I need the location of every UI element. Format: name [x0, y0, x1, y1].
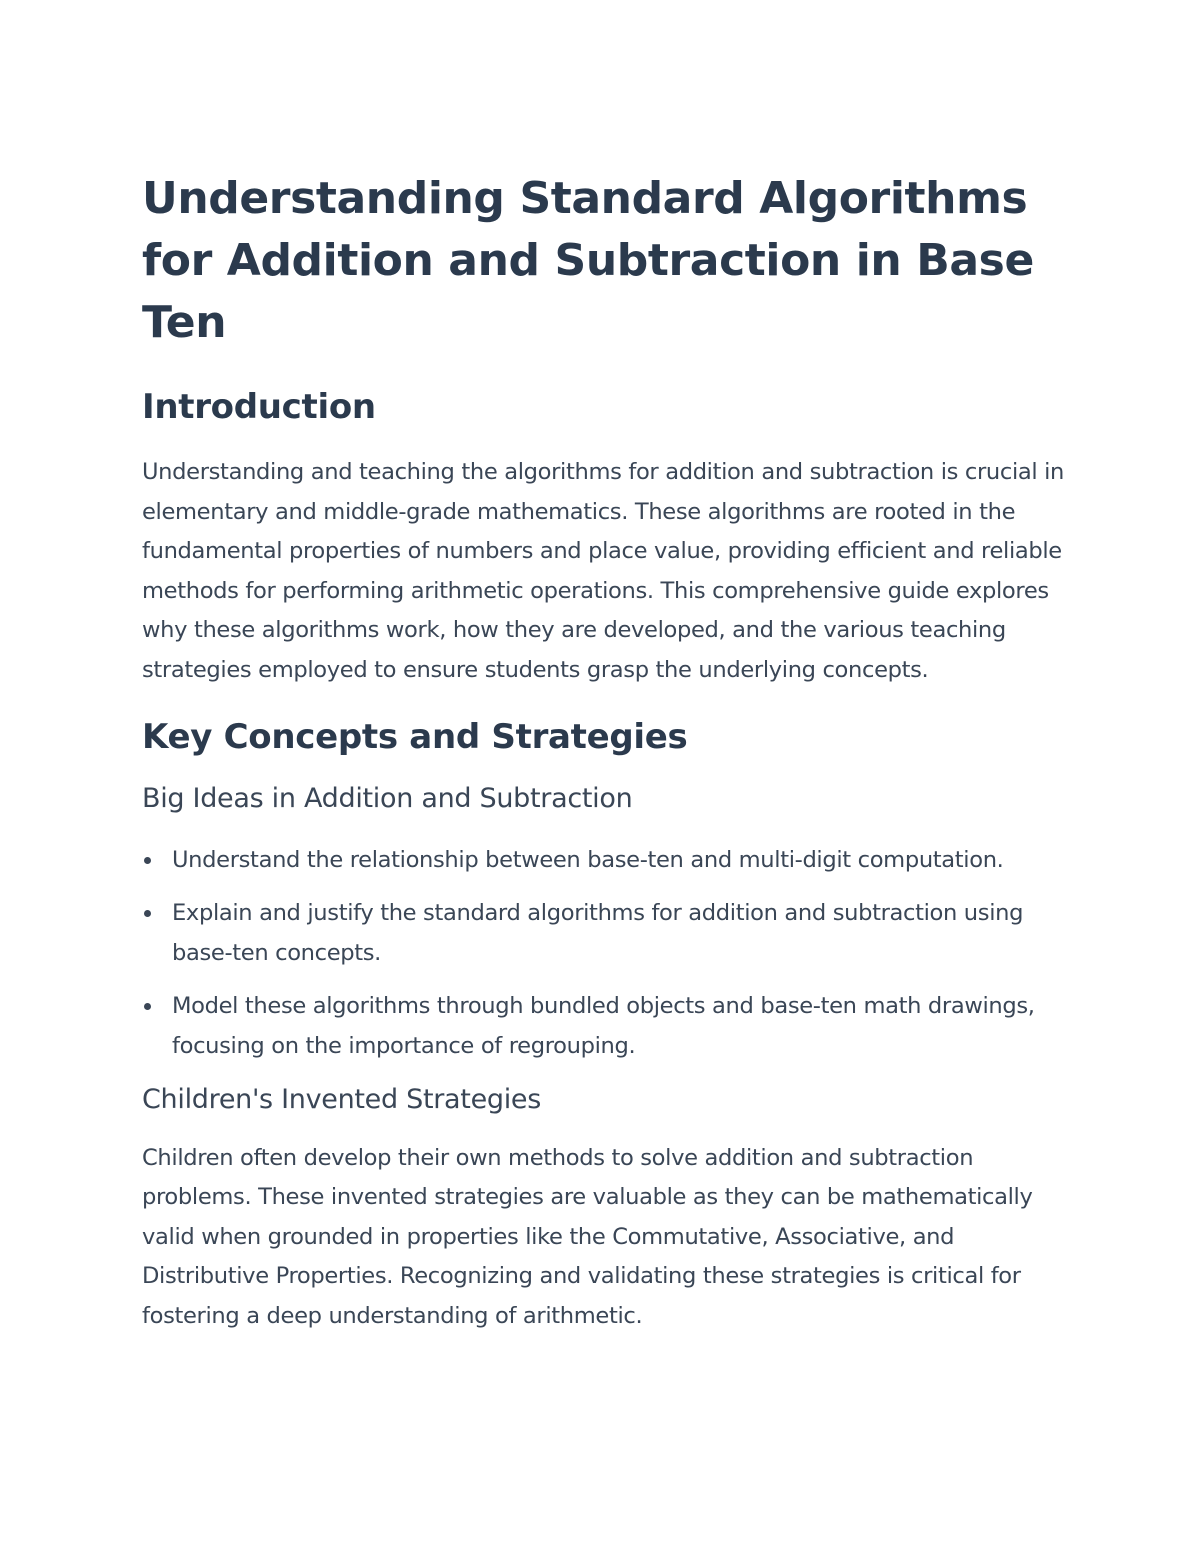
section-heading-key-concepts: Key Concepts and Strategies: [142, 716, 688, 757]
bullet-icon: [144, 1003, 151, 1010]
bullet-icon: [144, 910, 151, 917]
subsection-heading-big-ideas: Big Ideas in Addition and Subtraction: [142, 782, 633, 814]
list-item: [142, 986, 1072, 1066]
big-ideas-list: [142, 840, 1072, 1066]
list-item-text: Model these algorithms through bundled objects and base-ten math drawings, focusing on the importance of regrouping.: [172, 992, 1035, 1059]
subsection-heading-invented-strategies: Children's Invented Strategies: [142, 1083, 541, 1115]
list-item: [142, 893, 1072, 973]
document-title: Understanding Standard Algorithms for Addition and Subtraction in Base Ten: [142, 173, 1034, 348]
invented-strategies-paragraph: Children often develop their own methods to solve addition and subtraction problems. These invented strategies are valuable as they can be mathematically valid when grounded in properties like the Commutative, Associative, and Distributive Properties. Recognizing and validating these strategies is critical for fostering a deep understanding of arithmetic.: [142, 1144, 1033, 1329]
section-heading-introduction: Introduction: [142, 387, 376, 427]
bullet-icon: [144, 857, 151, 864]
list-item-text: Explain and justify the standard algorithms for addition and subtraction using base-ten concepts.: [172, 899, 1024, 966]
list-item-text: Understand the relationship between base-ten and multi-digit computation.: [172, 846, 1004, 873]
list-item: [142, 840, 1072, 880]
introduction-paragraph: Understanding and teaching the algorithms for addition and subtraction is crucial in elementary and middle-grade mathematics. These algorithms are rooted in the fundamental properties of numbers and place value, providing efficient and reliable methods for performing arithmetic operations. This comprehensive guide explores why these algorithms work, how they are developed, and the various teaching strategies employed to ensure students grasp the underlying concepts.: [142, 459, 1065, 683]
document-page: [142, 168, 1072, 1337]
